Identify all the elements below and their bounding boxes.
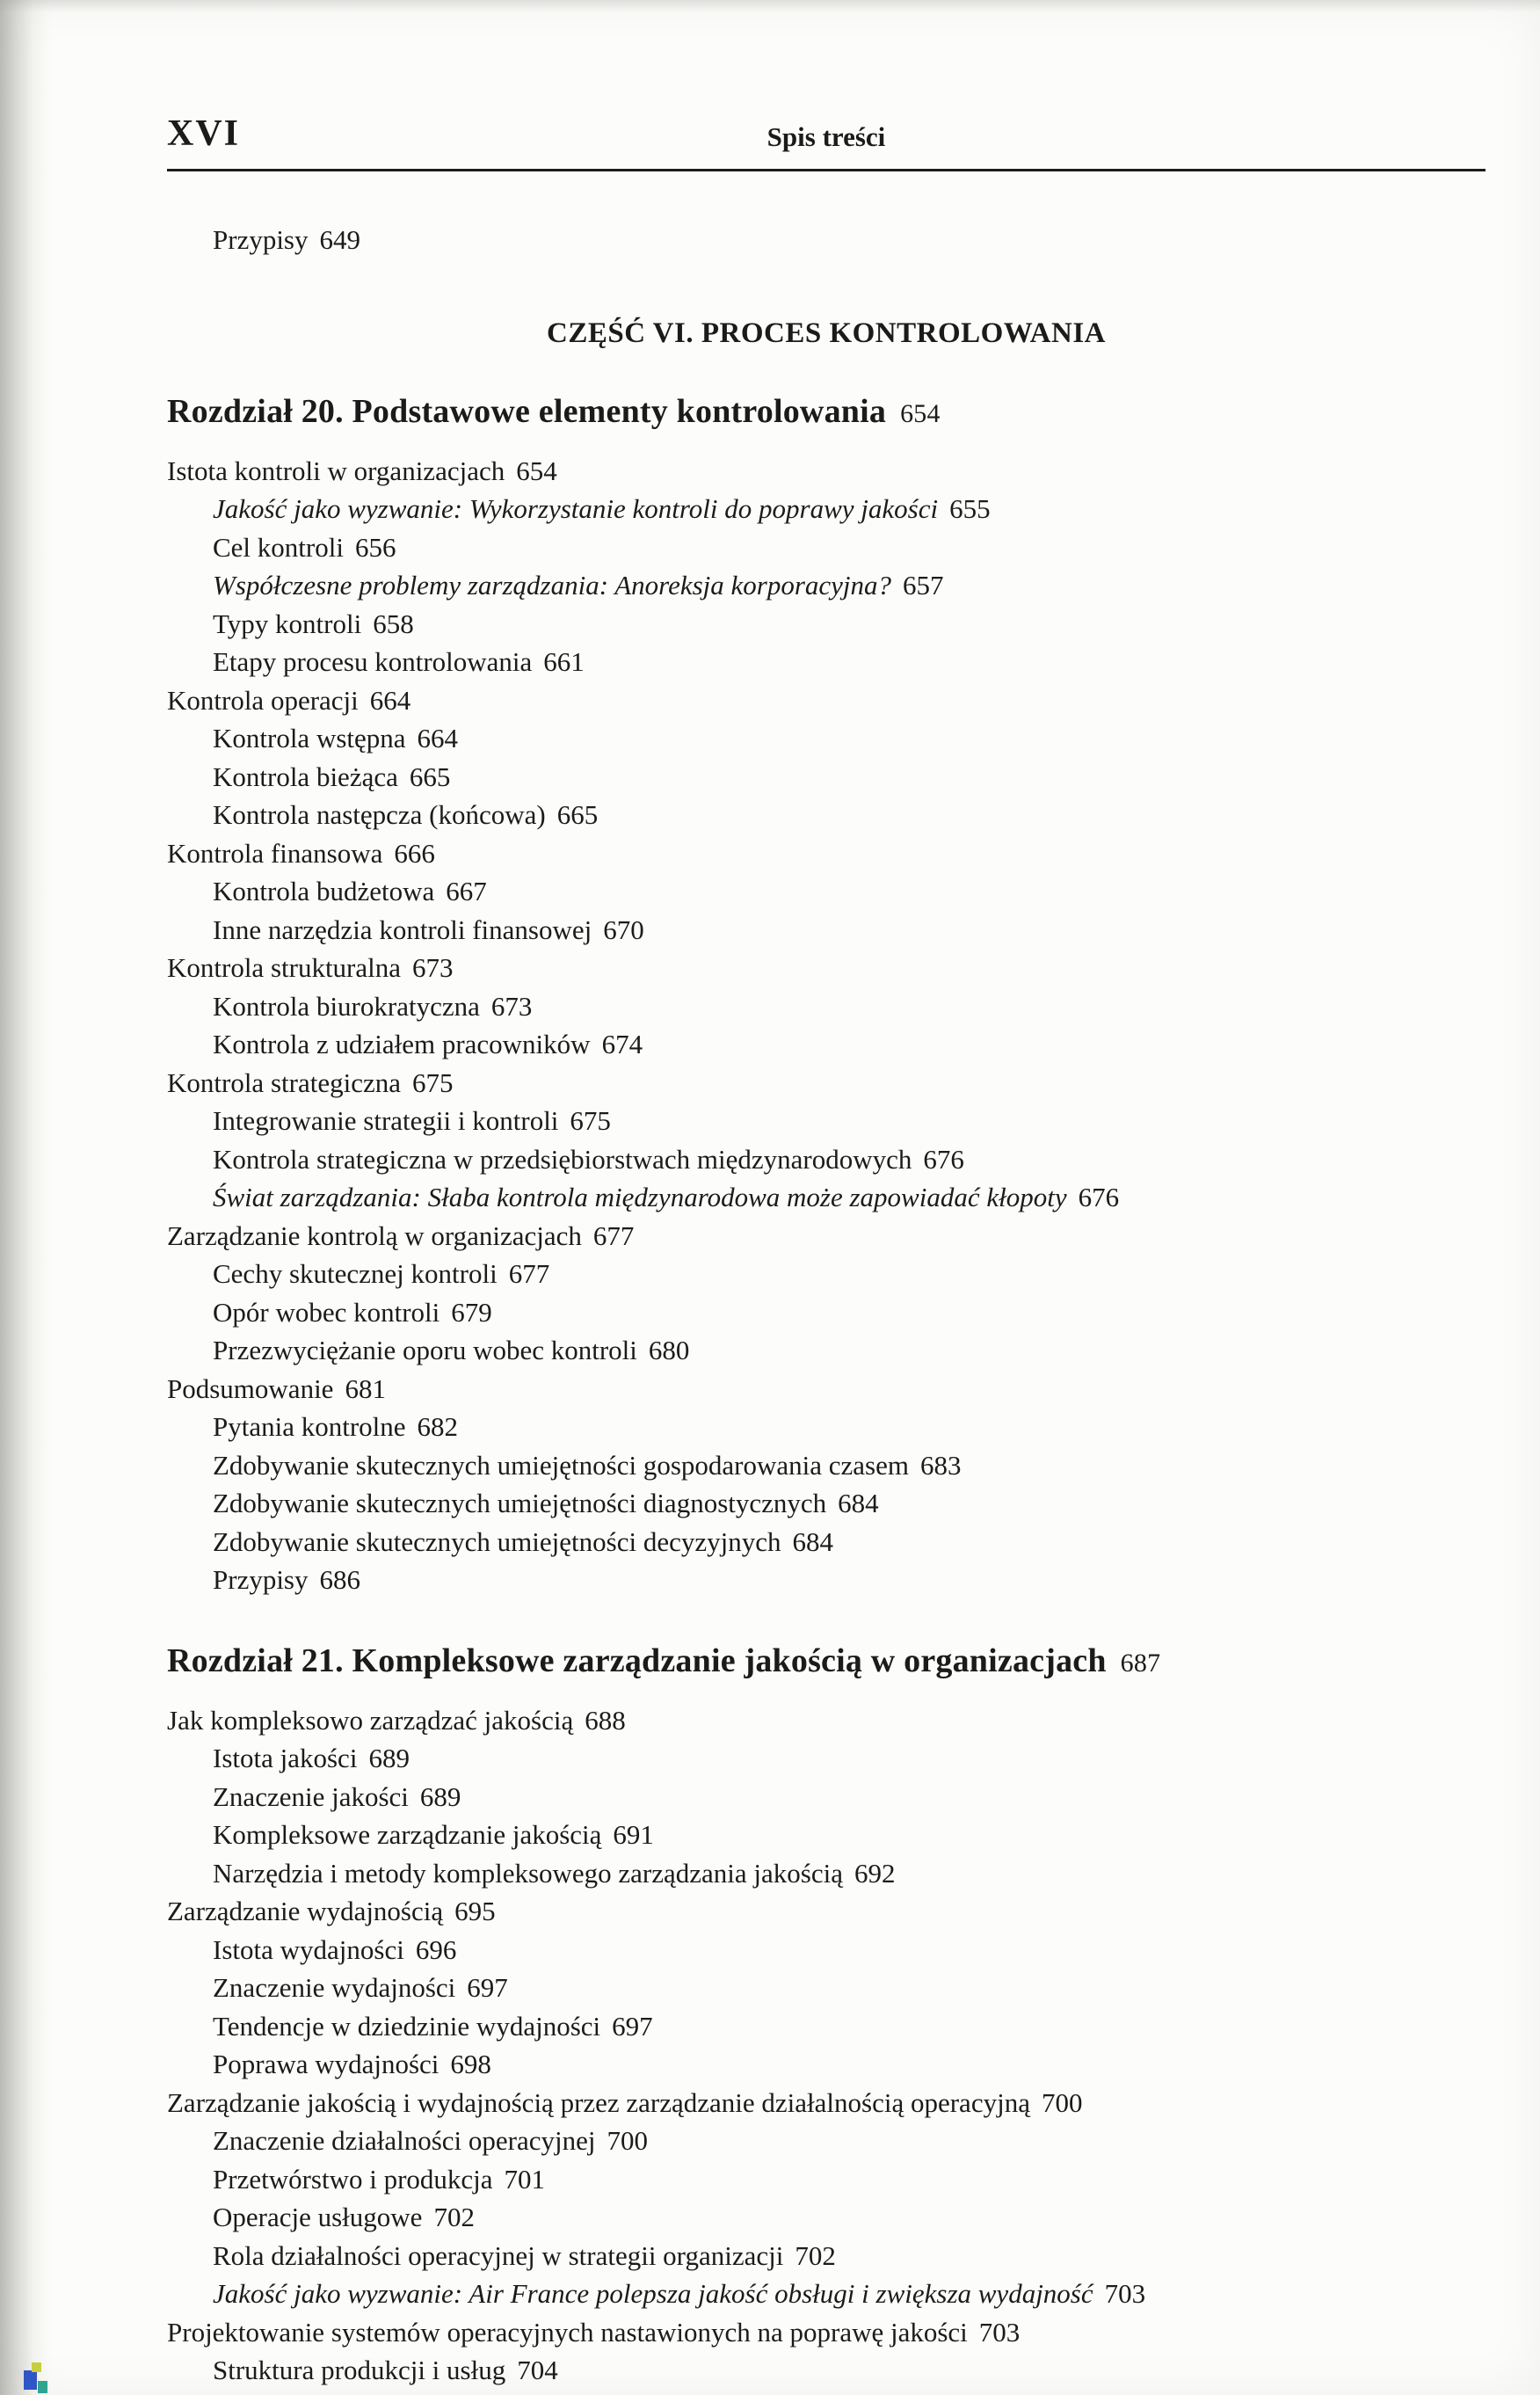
toc-entry-title: Współczesne problemy zarządzania: Anoreksja korporacyjna? <box>213 570 892 601</box>
toc-entry <box>167 490 1486 528</box>
toc-entry-title: Poprawa wydajności <box>213 2049 439 2079</box>
toc-entry <box>167 796 1486 834</box>
toc-entry-page-number: 703 <box>1104 2278 1146 2309</box>
toc-entry-page-number: 656 <box>354 531 396 563</box>
toc-entry-page-number: 691 <box>613 1819 654 1850</box>
toc-entry-page-number: 680 <box>648 1335 690 1365</box>
running-header <box>167 113 1486 171</box>
toc-entry-title: Pytania kontrolne <box>213 1411 406 1442</box>
toc-entry <box>167 1561 1486 1599</box>
chapters-container <box>167 392 1486 2390</box>
toc-entry-title: Etapy procesu kontrolowania <box>213 646 533 677</box>
toc-entry <box>167 2198 1486 2237</box>
toc-entry-title: Cechy skutecznej kontroli <box>213 1258 498 1289</box>
toc-entry <box>167 2313 1486 2352</box>
toc-entry-title: Przypisy <box>213 1564 309 1595</box>
toc-entry <box>167 452 1486 491</box>
toc-entry-page-number: 679 <box>451 1296 492 1328</box>
toc-entry-page-number: 655 <box>949 493 991 524</box>
toc-entry-page-number: 703 <box>978 2316 1021 2348</box>
toc-entry-page-number: 696 <box>415 1933 457 1965</box>
toc-entry-title: Operacje usługowe <box>213 2202 423 2232</box>
toc-entry <box>167 2275 1486 2313</box>
toc-entry-title: Przetwórstwo i produkcja <box>213 2163 493 2195</box>
toc-entry-page-number: 667 <box>446 876 487 906</box>
toc-entry-page-number: 681 <box>345 1372 386 1404</box>
toc-entry-title: Projektowanie systemów operacyjnych nastawionych na poprawę jakości <box>167 2316 968 2348</box>
toc-entry <box>167 1446 1486 1485</box>
toc-entry <box>167 528 1486 567</box>
toc-entry-page-number: 654 <box>516 455 557 486</box>
toc-entry <box>167 605 1486 644</box>
toc-entry <box>167 681 1486 720</box>
toc-entry <box>213 221 1486 259</box>
toc-entry-title: Jakość jako wyzwanie: Air France polepsza jakość obsługi i zwiększa wydajność <box>213 2278 1093 2309</box>
toc-entry-title: Jak kompleksowo zarządzać jakością <box>167 1704 574 1736</box>
toc-entry-title: Zarządzanie jakością i wydajnością przez zarządzanie działalnością operacyjną <box>167 2086 1030 2118</box>
toc-entry-title: Tendencje w dziedzinie wydajności <box>213 2010 601 2042</box>
chapter-title: Rozdział 20. Podstawowe elementy kontrolowania <box>167 392 887 430</box>
chapter-page-number: 654 <box>900 398 941 428</box>
toc-entry-title: Istota kontroli w organizacjach <box>167 455 505 486</box>
toc-entry <box>167 872 1486 911</box>
toc-entry-page-number: 664 <box>369 684 411 716</box>
toc-entry-page-number: 692 <box>854 1857 896 1889</box>
toc-entry-title: Przypisy <box>213 224 309 255</box>
toc-entry-page-number: 704 <box>517 2355 558 2385</box>
toc-entry-page-number: 675 <box>570 1105 611 1136</box>
toc-entry-page-number: 658 <box>373 608 414 639</box>
toc-entry-page-number: 702 <box>433 2202 475 2232</box>
toc-entry-title: Zarządzanie kontrolą w organizacjach <box>167 1219 582 1251</box>
toc-entry <box>167 1140 1486 1179</box>
toc-entry <box>167 1064 1486 1103</box>
chapter-entries <box>167 1701 1486 2390</box>
running-title: Spis treści <box>766 121 886 152</box>
toc-entry-title: Integrowanie strategii i kontroli <box>213 1105 559 1136</box>
toc-entry-page-number: 675 <box>411 1066 454 1098</box>
toc-entry-title: Zdobywanie skutecznych umiejętności gospodarowania czasem <box>213 1449 909 1481</box>
toc-entry <box>167 1255 1486 1293</box>
toc-entry-page-number: 697 <box>612 2010 653 2042</box>
toc-entry <box>167 949 1486 987</box>
toc-entry <box>167 911 1486 950</box>
toc-entry-title: Narzędzia i metody kompleksowego zarządzania jakością <box>213 1857 843 1889</box>
toc-entry <box>167 1701 1486 1740</box>
chapter-heading <box>167 1642 1486 1680</box>
toc-entry <box>167 1293 1486 1332</box>
toc-entry-title: Kontrola z udziałem pracowników <box>213 1029 591 1059</box>
toc-entry-title: Zdobywanie skutecznych umiejętności diagnostycznych <box>213 1488 827 1518</box>
toc-entry <box>167 2007 1486 2046</box>
toc-entry <box>167 1025 1486 1064</box>
toc-entry <box>167 1931 1486 1969</box>
toc-entry-page-number: 665 <box>409 761 451 792</box>
toc-entry-page-number: 677 <box>592 1219 635 1251</box>
toc-entry <box>167 758 1486 797</box>
chapter-page-number: 687 <box>1120 1648 1161 1678</box>
toc-entry <box>167 1523 1486 1561</box>
toc-entry-title: Opór wobec kontroli <box>213 1296 440 1328</box>
toc-entry <box>167 2160 1486 2199</box>
toc-entry-title: Struktura produkcji i usług <box>213 2355 506 2385</box>
toc-entry <box>167 1217 1486 1256</box>
chapter-title: Rozdział 21. Kompleksowe zarządzanie jakością w organizacjach <box>167 1642 1107 1679</box>
toc-entry-title: Kontrola strukturalna <box>167 952 402 983</box>
toc-entry-title: Typy kontroli <box>213 608 362 639</box>
toc-entry-page-number: 682 <box>417 1411 459 1442</box>
toc-entry-page-number: 676 <box>923 1143 964 1175</box>
toc-entry-title: Kontrola bieżąca <box>213 761 398 792</box>
toc-entry <box>167 1102 1486 1140</box>
toc-entry-title: Zarządzanie wydajnością <box>167 1896 444 1926</box>
toc-entry <box>167 1892 1486 1931</box>
toc-entry <box>167 1331 1486 1370</box>
toc-entry-title: Kontrola strategiczna <box>167 1066 401 1098</box>
toc-entry-page-number: 700 <box>1041 2086 1083 2118</box>
toc-entry <box>167 1778 1486 1816</box>
toc-entry-title: Kompleksowe zarządzanie jakością <box>213 1819 602 1850</box>
toc-entry-title: Znaczenie jakości <box>213 1780 409 1812</box>
toc-entry-title: Kontrola strategiczna w przedsiębiorstwach międzynarodowych <box>213 1143 912 1175</box>
toc-entry-page-number: 701 <box>504 2163 546 2195</box>
toc-entry-title: Istota wydajności <box>213 1933 404 1965</box>
toc-entry <box>167 987 1486 1026</box>
toc-entry-title: Rola działalności operacyjnej w strategii organizacji <box>213 2239 784 2271</box>
toc-entry-title: Cel kontroli <box>213 531 344 563</box>
toc-entry <box>167 2237 1486 2275</box>
toc-entry-title: Kontrola następcza (końcowa) <box>213 799 546 830</box>
toc-entry-page-number: 664 <box>417 723 459 753</box>
chapter-entries <box>167 452 1486 1599</box>
toc-entry-title: Kontrola budżetowa <box>213 876 435 906</box>
toc-entry <box>167 2084 1486 2122</box>
toc-entry-page-number: 698 <box>450 2049 491 2079</box>
toc-entry <box>167 2351 1486 2390</box>
toc-entry-page-number: 649 <box>319 224 360 255</box>
toc-entry <box>167 1408 1486 1446</box>
part-heading: CZĘŚĆ VI. PROCES KONTROLOWANIA <box>546 317 1106 349</box>
toc-entry-page-number: 695 <box>454 1896 496 1926</box>
toc-entry <box>167 1816 1486 1854</box>
toc-entry-title: Znaczenie działalności operacyjnej <box>213 2125 596 2156</box>
toc-entry-title: Znaczenie wydajności <box>213 1972 456 2003</box>
toc-entry-page-number: 673 <box>412 952 454 983</box>
toc-entry <box>167 1969 1486 2007</box>
toc-entry <box>167 1484 1486 1523</box>
toc-entry-page-number: 689 <box>368 1743 410 1773</box>
toc-entry-page-number: 674 <box>601 1029 643 1059</box>
toc-entry-page-number: 665 <box>556 799 599 830</box>
chapter-heading <box>167 392 1486 431</box>
toc-entry-title: Kontrola finansowa <box>167 837 383 869</box>
toc-entry-page-number: 689 <box>419 1780 461 1812</box>
toc-entry-page-number: 683 <box>919 1449 962 1481</box>
toc-entry-page-number: 688 <box>585 1704 626 1736</box>
toc-entry-title: Kontrola wstępna <box>213 723 406 753</box>
toc-entry-title: Inne narzędzia kontroli finansowej <box>213 914 592 945</box>
toc-entry-page-number: 657 <box>903 570 944 601</box>
toc-entry-page-number: 686 <box>319 1564 360 1595</box>
toc-entry-page-number: 702 <box>795 2239 836 2271</box>
toc-entry-page-number: 666 <box>394 837 435 869</box>
toc-entry-page-number: 661 <box>543 646 585 677</box>
toc-entry <box>167 1854 1486 1893</box>
toc-entry <box>167 1370 1486 1409</box>
toc-entry-title: Istota jakości <box>213 1743 358 1773</box>
toc-entry <box>167 834 1486 873</box>
toc-entry-page-number: 670 <box>603 914 644 945</box>
toc-entry-page-number: 684 <box>838 1488 879 1518</box>
page-number: XVI <box>167 113 241 154</box>
toc-entry-page-number: 676 <box>1078 1182 1120 1212</box>
toc-entry-title: Zdobywanie skutecznych umiejętności decyzyjnych <box>213 1525 781 1557</box>
toc-entry-title: Podsumowanie <box>167 1372 334 1404</box>
toc-entry-title: Świat zarządzania: Słaba kontrola międzynarodowa może zapowiadać kłopoty <box>213 1182 1067 1212</box>
toc-entry-title: Jakość jako wyzwanie: Wykorzystanie kontroli do poprawy jakości <box>213 493 939 524</box>
toc-entry-title: Kontrola biurokratyczna <box>213 990 480 1022</box>
toc-entry <box>167 1739 1486 1778</box>
toc-entry <box>167 2045 1486 2084</box>
toc-entry-page-number: 677 <box>508 1258 550 1289</box>
toc-entry <box>167 1178 1486 1217</box>
toc-entry-title: Przezwyciężanie oporu wobec kontroli <box>213 1335 637 1365</box>
toc-entry-page-number: 673 <box>490 990 533 1022</box>
toc-entry-page-number: 697 <box>467 1972 508 2003</box>
toc-entry-page-number: 700 <box>607 2125 648 2156</box>
toc-entry <box>167 2122 1486 2160</box>
toc-entry-title: Kontrola operacji <box>167 684 359 716</box>
toc-entry <box>167 643 1486 681</box>
toc-entry <box>167 719 1486 758</box>
toc-entry-page-number: 684 <box>792 1525 833 1557</box>
toc-entry <box>167 566 1486 605</box>
